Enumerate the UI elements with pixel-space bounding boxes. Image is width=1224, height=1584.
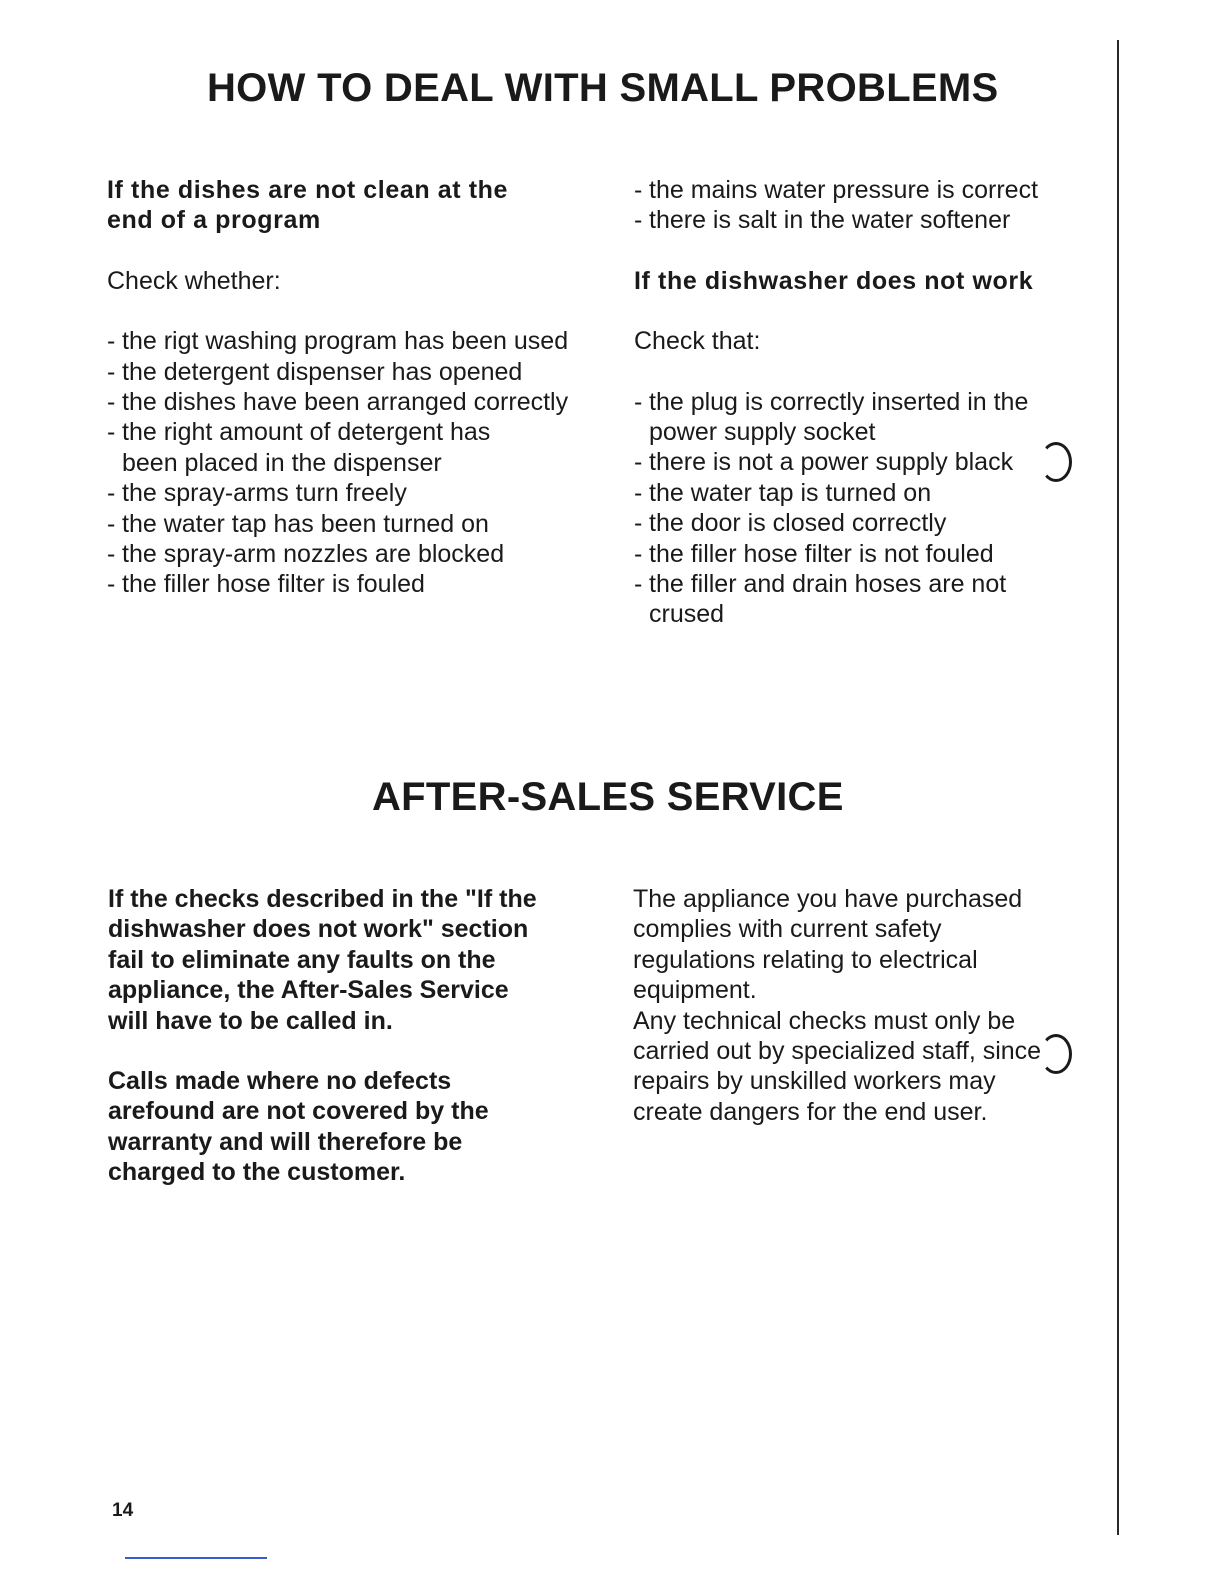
bottom-rule (125, 1557, 267, 1559)
list-item: - the spray-arm nozzles are blocked (107, 539, 577, 569)
warranty-paragraph: Calls made where no defects arefound are not covered by the warranty and will therefore be charged to the customer. (108, 1067, 489, 1187)
service-call-paragraph: If the checks described in the "If the dishwasher does not work" section fail to eliminate any faults on the appliance, the After-Sales Service will have to be called in. (108, 885, 537, 1035)
list-item: - the mains water pressure is correct (634, 175, 1094, 205)
column-left-service (108, 884, 578, 1188)
list-item: - there is salt in the water softener (634, 205, 1094, 235)
list-item: - the detergent dispenser has opened (107, 357, 577, 387)
not-work-checklist (634, 387, 1094, 630)
list-item: - the filler hose filter is fouled (107, 569, 577, 599)
not-clean-checklist (107, 326, 577, 600)
check-whether-label: Check whether: (107, 266, 281, 295)
list-item: - the rigt washing program has been used (107, 326, 577, 356)
check-that-label: Check that: (634, 327, 761, 356)
list-item: - there is not a power supply black (634, 447, 1094, 477)
list-item: - the door is closed correctly (634, 508, 1094, 538)
list-item: - the right amount of detergent has been placed in the dispenser (107, 417, 542, 478)
column-right-service (633, 884, 1073, 1127)
page-edge-line (1117, 40, 1119, 1535)
list-item: - the water tap is turned on (634, 478, 1094, 508)
list-item: - the dishes have been arranged correctly (107, 387, 577, 417)
list-item: - the filler and drain hoses are not crused (634, 569, 1029, 630)
section-title-small-problems: HOW TO DEAL WITH SMALL PROBLEMS (207, 66, 999, 110)
list-item: - the spray-arms turn freely (107, 478, 577, 508)
list-item: - the water tap has been turned on (107, 509, 577, 539)
column-right-problems (634, 175, 1094, 630)
section-title-after-sales: AFTER-SALES SERVICE (372, 775, 844, 819)
list-item: - the plug is correctly inserted in the power supply socket (634, 387, 1049, 448)
subheading-dishes-not-clean: If the dishes are not clean at the end of a program (107, 176, 509, 235)
technical-checks-paragraph: Any technical checks must only be carried out by specialized staff, since repairs by unskilled workers may create dangers for the end user. (633, 1006, 1042, 1126)
list-item: - the filler hose filter is not fouled (634, 539, 1094, 569)
subheading-dishwasher-not-work: If the dishwasher does not work (634, 266, 1034, 295)
margin-bracket-mark (1040, 1034, 1072, 1074)
not-clean-checklist-continued (634, 175, 1094, 236)
column-left-problems (107, 175, 577, 600)
margin-bracket-mark (1040, 442, 1072, 482)
safety-compliance-paragraph: The appliance you have purchased complies with current safety regulations relating to electrical equipment. (633, 885, 1023, 1005)
page-number: 14 (112, 1500, 134, 1521)
